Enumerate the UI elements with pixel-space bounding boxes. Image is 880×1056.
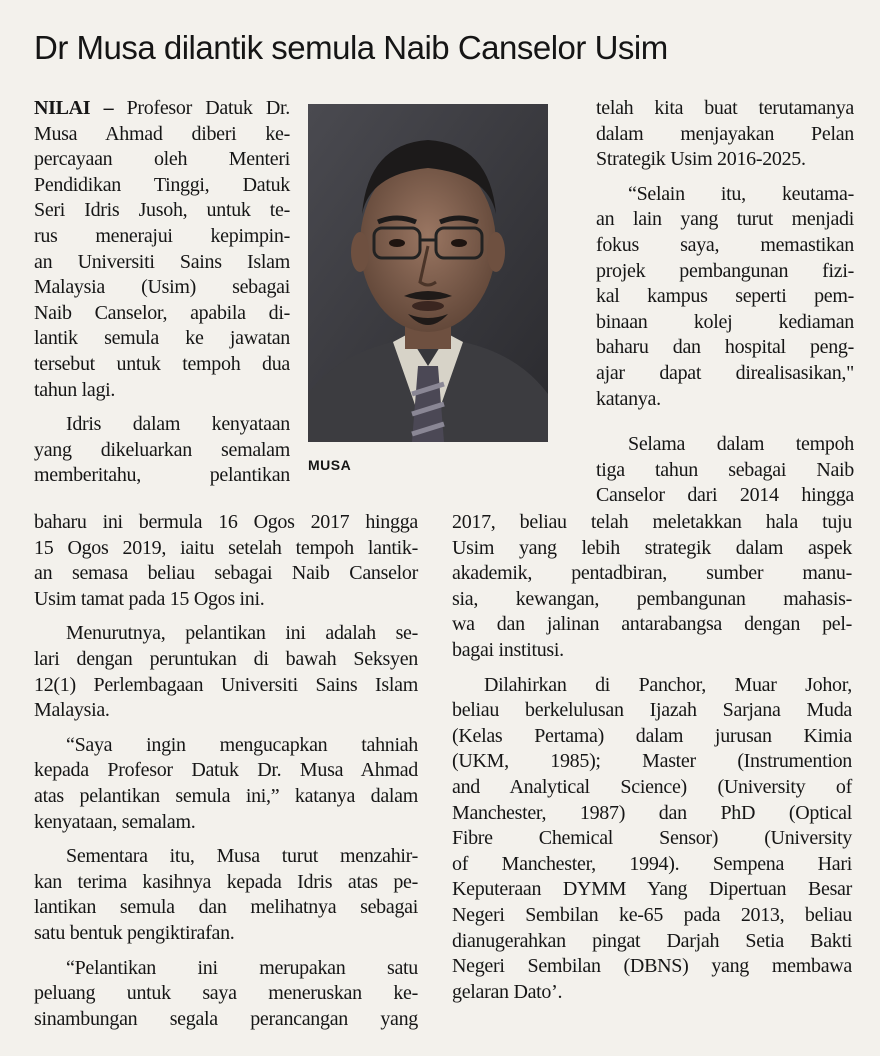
text-line: lantikan semula dan melihatnya sebagai — [34, 896, 418, 919]
text-line: percayaan oleh Menteri — [34, 148, 290, 171]
column-left-narrow — [34, 96, 290, 489]
text-line: (Kelas Pertama) dalam jurusan Kimia — [452, 724, 852, 747]
text-line: tiga tahun sebagai Naib — [596, 458, 854, 481]
text-line: Canselor dari 2014 hingga — [596, 484, 854, 507]
text-line: baharu ini bermula 16 Ogos 2017 hingga — [34, 511, 418, 533]
column-right-mid — [596, 432, 854, 509]
text-line: Usim tamat pada 15 Ogos ini. — [34, 587, 265, 610]
text-line: katanya. — [596, 387, 661, 410]
headline: Dr Musa dilantik semula Naib Canselor Usim — [34, 29, 668, 66]
text-line: Seri Idris Jusoh, untuk te- — [34, 199, 290, 222]
text-line: Selama dalam tempoh — [628, 433, 854, 455]
text-line: Naib Canselor, apabila di- — [34, 301, 290, 324]
text-line: bagai institusi. — [452, 638, 564, 661]
portrait-illustration — [308, 104, 548, 442]
text-line: Negeri Sembilan (DBNS) yang membawa — [452, 955, 852, 978]
text-line: Usim yang lebih strategik dalam aspek — [452, 536, 852, 559]
text-line: “Selain itu, keutama- — [628, 182, 854, 205]
text-line: and Analytical Science) (University of — [452, 775, 852, 798]
text-line: Malaysia. — [34, 699, 110, 722]
text-line: Malaysia (Usim) sebagai — [34, 276, 290, 299]
text-line: Musa Ahmad diberi ke- — [34, 122, 290, 145]
text-line: sinambungan segala perancangan yang — [34, 1007, 418, 1030]
text-line: dianugerahkan pingat Darjah Setia Bakti — [452, 929, 852, 952]
text-line: sia, kewangan, pembangunan mahasis- — [452, 587, 852, 610]
text-line: kepada Profesor Datuk Dr. Musa Ahmad — [34, 759, 418, 782]
text-line: Pendidikan Tinggi, Datuk — [34, 173, 290, 196]
text-line: Negeri Sembilan ke-65 pada 2013, beliau — [452, 903, 852, 926]
text-line: Dilahirkan di Panchor, Muar Johor, — [484, 673, 852, 696]
text-line: gelaran Dato’. — [452, 980, 563, 1003]
text-line: akademik, pentadbiran, sumber manu- — [452, 562, 852, 585]
text-line: kenyataan, semalam. — [34, 810, 196, 833]
text-line: Keputeraan DYMM Yang Dipertuan Besar — [452, 878, 852, 901]
text-line: an lain yang turut menjadi — [596, 208, 854, 231]
text-line: lari dengan peruntukan di bawah Seksyen — [34, 647, 418, 670]
text-line: kal kampus seperti pem- — [596, 285, 854, 308]
text-line: telah kita buat terutamanya — [596, 97, 854, 119]
text-line: atas pelantikan semula ini,” katanya dalam — [34, 784, 418, 807]
text-line: lantik semula ke jawatan — [34, 327, 290, 350]
photo-caption: MUSA — [308, 457, 352, 473]
text-line: an semasa beliau sebagai Naib Canselor — [34, 562, 418, 585]
text-line: “Saya ingin mengucapkan tahniah — [66, 733, 418, 756]
text-line: tahun lagi. — [34, 378, 116, 401]
dateline: NILAI – — [34, 97, 114, 119]
text-line: yang dikeluarkan semalam — [34, 438, 290, 461]
text-line: rus menerajui kepimpin- — [34, 224, 290, 247]
text-line: fokus saya, memastikan — [596, 233, 854, 256]
text-line: wa dan jalinan antarabangsa dengan pel- — [452, 613, 852, 636]
column-right-narrow — [596, 96, 854, 412]
text-line: NILAI – Profesor Datuk Dr. — [34, 97, 290, 119]
text-line: peluang untuk saya meneruskan ke- — [34, 982, 418, 1005]
text-line: Menurutnya, pelantikan ini adalah se- — [66, 622, 418, 645]
text-line: tersebut untuk tempoh dua — [34, 352, 290, 375]
column-left-full — [34, 510, 418, 1032]
portrait-photo — [308, 104, 548, 442]
text-line: projek pembangunan fizi- — [596, 259, 854, 282]
text-line: dalam menjayakan Pelan — [596, 122, 854, 145]
column-right-full — [452, 510, 852, 1005]
text-line: baharu dan hospital peng- — [596, 336, 854, 359]
text-line: memberitahu, pelantikan — [34, 464, 290, 487]
text-line: ajar dapat direalisasikan," — [596, 361, 854, 384]
text-line: Sementara itu, Musa turut menzahir- — [66, 845, 418, 868]
text-line: beliau berkelulusan Ijazah Sarjana Muda — [452, 699, 852, 722]
text-line: 15 Ogos 2019, iaitu setelah tempoh lantik- — [34, 536, 418, 559]
text-line: Strategik Usim 2016-2025. — [596, 148, 806, 171]
text-line: kan terima kasihnya kepada Idris atas pe- — [34, 870, 418, 893]
text-line: satu bentuk pengiktirafan. — [34, 921, 235, 944]
text-line: “Pelantikan ini merupakan satu — [66, 956, 418, 979]
text-line: 12(1) Perlembagaan Universiti Sains Islam — [34, 673, 418, 696]
text-line: 2017, beliau telah meletakkan hala tuju — [452, 511, 852, 533]
text-line: (UKM, 1985); Master (Instrumention — [452, 750, 852, 773]
text-line: Idris dalam kenyataan — [66, 413, 290, 436]
text-line: of Manchester, 1994). Sempena Hari — [452, 852, 852, 875]
text-line: Fibre Chemical Sensor) (University — [452, 827, 852, 850]
text-line: binaan kolej kediaman — [596, 310, 854, 333]
text-line: an Universiti Sains Islam — [34, 250, 290, 273]
text-line: Manchester, 1987) dan PhD (Optical — [452, 801, 852, 824]
